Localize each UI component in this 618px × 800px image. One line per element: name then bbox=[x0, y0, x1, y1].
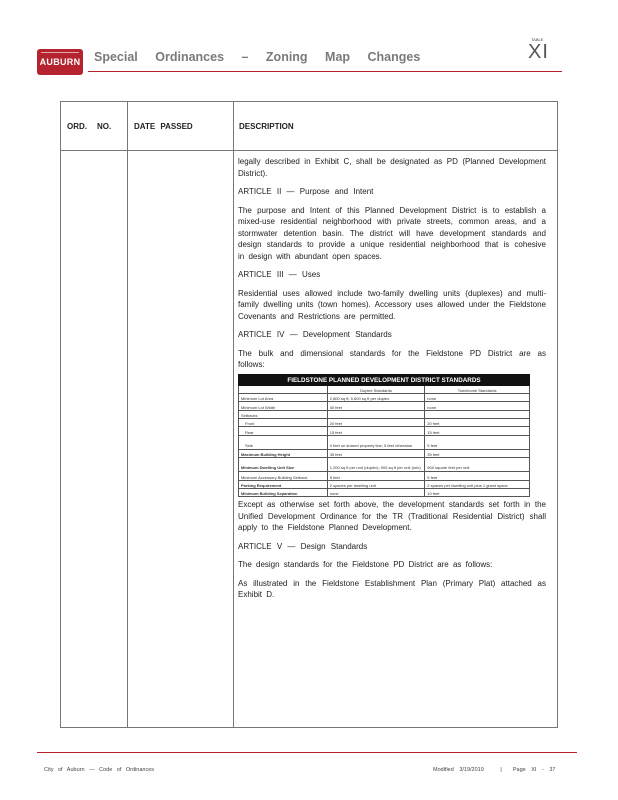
page-number: Page XI - 37 bbox=[512, 767, 556, 773]
standards-header-blank bbox=[239, 385, 328, 393]
standards-cell bbox=[425, 410, 530, 418]
article-heading: ARTICLE III — Uses bbox=[238, 270, 321, 279]
standards-row-label: Minimum Accessory Building Setback bbox=[239, 472, 328, 480]
description-cell bbox=[238, 156, 546, 608]
standards-table bbox=[238, 374, 530, 498]
footer-rule bbox=[37, 752, 577, 753]
standards-cell: 10 feet bbox=[425, 489, 530, 497]
standards-cell: 5 feet bbox=[425, 472, 530, 480]
standards-cell: none bbox=[425, 402, 530, 410]
standards-row-label: Side bbox=[239, 435, 328, 449]
footer-modified-label: Modified bbox=[433, 767, 454, 773]
header-divider bbox=[61, 150, 557, 151]
column-header-date-passed: DATE PASSED bbox=[134, 122, 193, 131]
standards-cell: 35 feet bbox=[425, 449, 530, 457]
paragraph: The bulk and dimensional standards for the Fieldstone PD District are as follows: bbox=[238, 348, 546, 369]
paragraph: Residential uses allowed include two-family dwelling units (duplexes) and multi-family dwelling units (town homes). Accessory uses allowed under the Fieldstone Covenants and Restrictions are permitted. bbox=[238, 288, 546, 321]
article-heading: ARTICLE V — Design Standards bbox=[238, 541, 368, 551]
paragraph: The design standards for the Fieldstone PD District are as follows: bbox=[238, 560, 493, 570]
standards-cell: none bbox=[425, 393, 530, 401]
footer-meta bbox=[433, 767, 555, 773]
column-header-ord: ORD. bbox=[67, 122, 87, 131]
paragraph: legally described in Exhibit C, shall be designated as PD (Planned Development District). bbox=[238, 157, 546, 178]
standards-row-label: Front bbox=[239, 419, 328, 427]
article-heading: ARTICLE IV — Development Standards bbox=[238, 330, 392, 339]
standards-cell: 40 feet bbox=[327, 402, 425, 410]
footer-source: City of Auburn — Code of Ordinances bbox=[44, 767, 155, 773]
standards-cell: 2 spaces per dwelling unit bbox=[327, 480, 425, 488]
table-caption: TABLE bbox=[531, 37, 544, 42]
standards-cell: 15 feet bbox=[425, 427, 530, 435]
paragraph: The purpose and Intent of this Planned Development District is to establish a mixed-use residential neighborhood with private streets, common areas, and a stormwater detention basin. The district will have development standards and design standards to provide a unique residential neighborhood that is cohesive in design with abundant open spaces. bbox=[238, 205, 546, 261]
column-header-description: DESCRIPTION bbox=[239, 122, 294, 131]
standards-cell: 35 feet bbox=[327, 449, 425, 457]
standards-cell bbox=[327, 410, 425, 418]
paragraph: As illustrated in the Fieldstone Establishment Plan (Primary Plat) attached as Exhibit D. bbox=[238, 578, 546, 600]
column-divider bbox=[233, 102, 234, 727]
standards-cell: 20 feet bbox=[425, 419, 530, 427]
standards-row-label: Minimum Lot Width bbox=[239, 402, 328, 410]
ordinance-table bbox=[60, 101, 558, 728]
standards-cell: 2,800 sq ft; 5,600 sq ft per duplex bbox=[327, 393, 425, 401]
standards-row-label: Minimum Dwelling Unit Size bbox=[239, 458, 328, 472]
standards-table-title: FIELDSTONE PLANNED DEVELOPMENT DISTRICT STANDARDS bbox=[239, 374, 530, 385]
standards-cell: 0 feet on shared property line; 5 feet otherwise bbox=[327, 435, 425, 449]
standards-cell: 2 spaces per dwelling unit plus 1 guest space bbox=[425, 480, 530, 488]
standards-cell: 900 square feet per unit bbox=[425, 458, 530, 472]
standards-cell: 20 feet bbox=[327, 419, 425, 427]
standards-header-townhome: Townhome Standards bbox=[425, 385, 530, 393]
footer-modified-date: 3/19/2019 bbox=[459, 767, 484, 773]
auburn-logo bbox=[37, 49, 83, 75]
logo-text: AUBURN bbox=[39, 57, 81, 67]
standards-row-label: Maximum Building Height bbox=[239, 449, 328, 457]
table-number: XI bbox=[528, 41, 549, 63]
standards-row-label: Parking Requirement bbox=[239, 480, 328, 488]
standards-row-label: Minimum Building Separation bbox=[239, 489, 328, 497]
title-rule bbox=[88, 71, 562, 72]
standards-cell: 5 feet bbox=[425, 435, 530, 449]
standards-cell: none bbox=[327, 489, 425, 497]
standards-cell: 5 feet bbox=[327, 472, 425, 480]
article-heading: ARTICLE II — Purpose and Intent bbox=[238, 187, 374, 196]
page-title: Special Ordinances – Zoning Map Changes bbox=[94, 50, 421, 64]
standards-header-duplex: Duplex Standards bbox=[327, 385, 425, 393]
standards-row-label: Setbacks bbox=[239, 410, 328, 418]
standards-cell: 1,200 sq ft per unit (duplex); 900 sq ft per unit (min) bbox=[327, 458, 425, 472]
standards-row-label: Minimum Lot Area bbox=[239, 393, 328, 401]
column-header-no: NO. bbox=[97, 122, 112, 131]
standards-cell: 15 feet bbox=[327, 427, 425, 435]
paragraph: Except as otherwise set forth above, the development standards set forth in the Unified Development Ordinance for the TR (Traditional Residential District) shall apply to the Fieldstone Planned Development. bbox=[238, 500, 546, 533]
column-divider bbox=[127, 102, 128, 727]
standards-row-label: Rear bbox=[239, 427, 328, 435]
footer-separator: | bbox=[489, 767, 508, 773]
